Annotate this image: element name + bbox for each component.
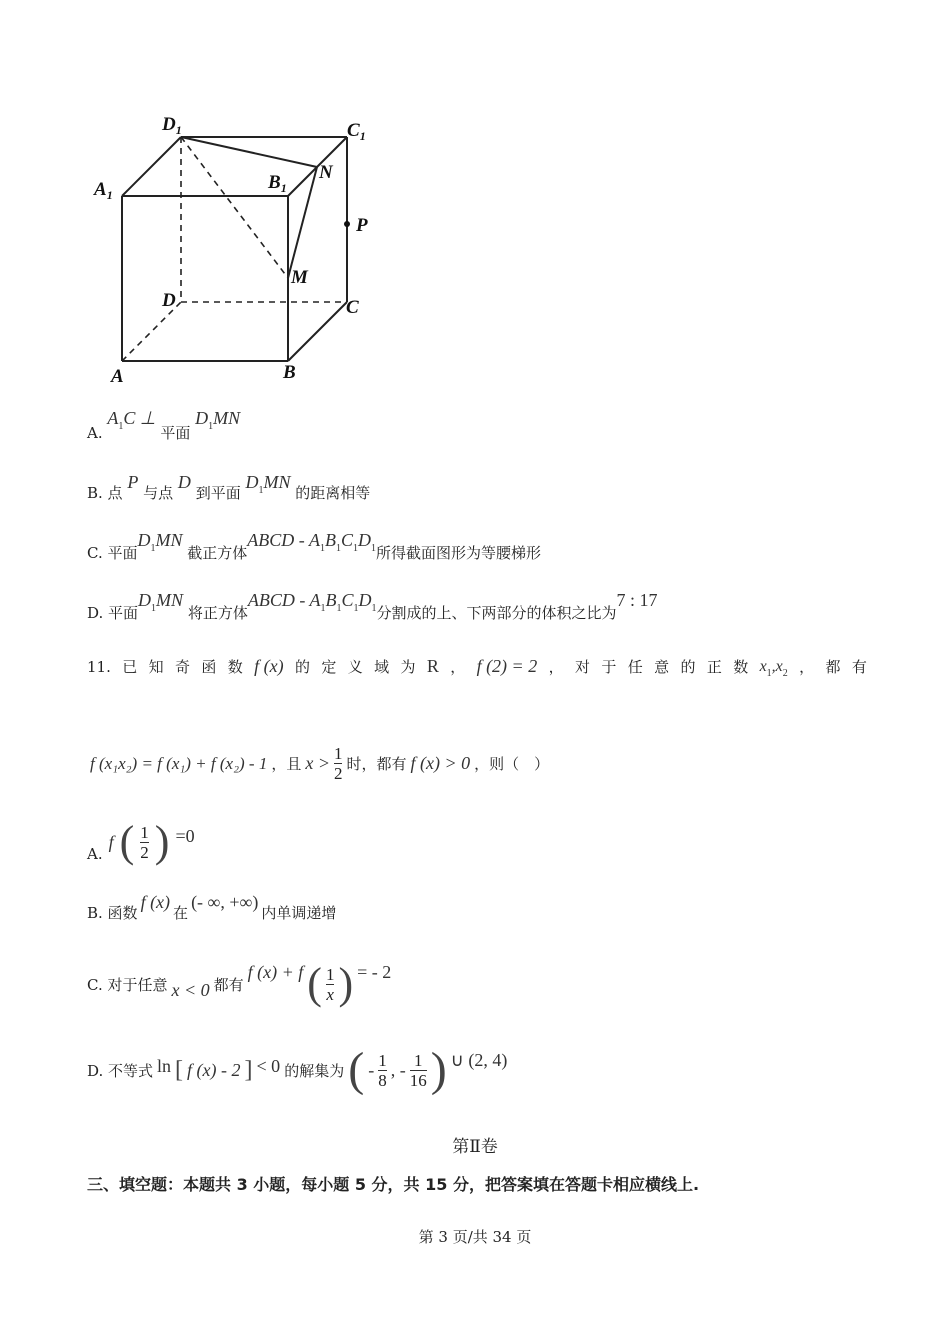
label-b: B (283, 362, 296, 383)
label-c: C (346, 297, 359, 318)
q11-option-b: B. 函数 f (x) 在 (- ∞, +∞) 内单调递增 (87, 892, 337, 922)
fraction-one-sixteenth: $\frac{1}{16}$ (409, 1050, 427, 1090)
q11-option-c: C. 对于任意 x < 0 都有 f (x) + f ( $\frac{1}{x}$ ) = - 2 (87, 959, 392, 1008)
label-d1: $D_1$ (162, 114, 182, 137)
fraction-one-half: $\frac{1}{2}$ (140, 822, 149, 862)
q11-option-d: D. 不等式 ln [ f (x) - 2 ] < 0 的解集为 ( - $\frac{1}{8}$ , - $\frac{1}{16}$ ) ∪ (2, 4) (87, 1043, 508, 1096)
fraction-one-eighth: $\frac{1}{8}$ (378, 1050, 387, 1090)
segment-nm (288, 167, 317, 278)
q11-option-a: A. f ( $\frac{1}{2}$ ) =0 (87, 817, 195, 866)
label-n: N (319, 162, 333, 183)
fraction-one-half: $\frac{1}{2}$ (333, 744, 343, 783)
edge-bc (288, 302, 347, 361)
q10-option-c: C. 平面$D_1MN$ 截正方体ABCD - $A_1B_1C_1D_1$所得截面图形为等腰梯形 (87, 530, 541, 562)
segment-d1n (181, 137, 317, 167)
question-number: 11. (87, 657, 111, 676)
label-p: P (356, 215, 368, 236)
edge-b1c1 (288, 137, 347, 196)
q11-stem-line2: f (x₁x₂) = f (x₁) + f (x₂) - 1 ，且 x > $\frac{1}{2}$ 时，都有 f (x) > 0 ，则（ ） (90, 744, 550, 783)
segment-d1m-hidden (181, 137, 288, 278)
option-letter: A. (87, 424, 103, 442)
cube-figure (80, 100, 400, 400)
edge-a1d1 (122, 137, 181, 196)
label-c1: $C_1$ (347, 120, 366, 143)
q10-option-a: A. $A_1C$ ⊥ 平面 $D_1MN$ (87, 408, 241, 442)
q10-option-b: B. 点 P 与点 D 到平面 $D_1MN$ 的距离相等 (87, 472, 371, 502)
label-b1: $B_1$ (268, 172, 287, 195)
q11-stem-line1: 11. 已 知 奇 函 数 f (x) 的 定 义 域 为 R ， f (2) = 2 ， 对 于 任 意 的 正 数 $x_1,x_2$ ， 都 有 (87, 656, 867, 679)
label-a1: $A_1$ (94, 179, 113, 202)
fraction-one-over-x: $\frac{1}{x}$ (325, 964, 335, 1004)
point-p (344, 221, 350, 227)
label-d: D (162, 290, 176, 311)
label-a: A (111, 366, 124, 387)
label-m: M (291, 267, 308, 288)
q10-option-d: D. 平面$D_1MN$ 将正方体ABCD - $A_1B_1C_1D_1$分割成的上、下两部分的体积之比为7 : 17 (87, 590, 658, 622)
section-title: 第Ⅱ卷 (452, 1137, 498, 1157)
section-heading: 三、填空题：本题共 3 小题，每小题 5 分，共 15 分，把答案填在答题卡相应横线上. (87, 1175, 700, 1194)
page-footer: 第 3 页/共 34 页 (418, 1228, 532, 1246)
